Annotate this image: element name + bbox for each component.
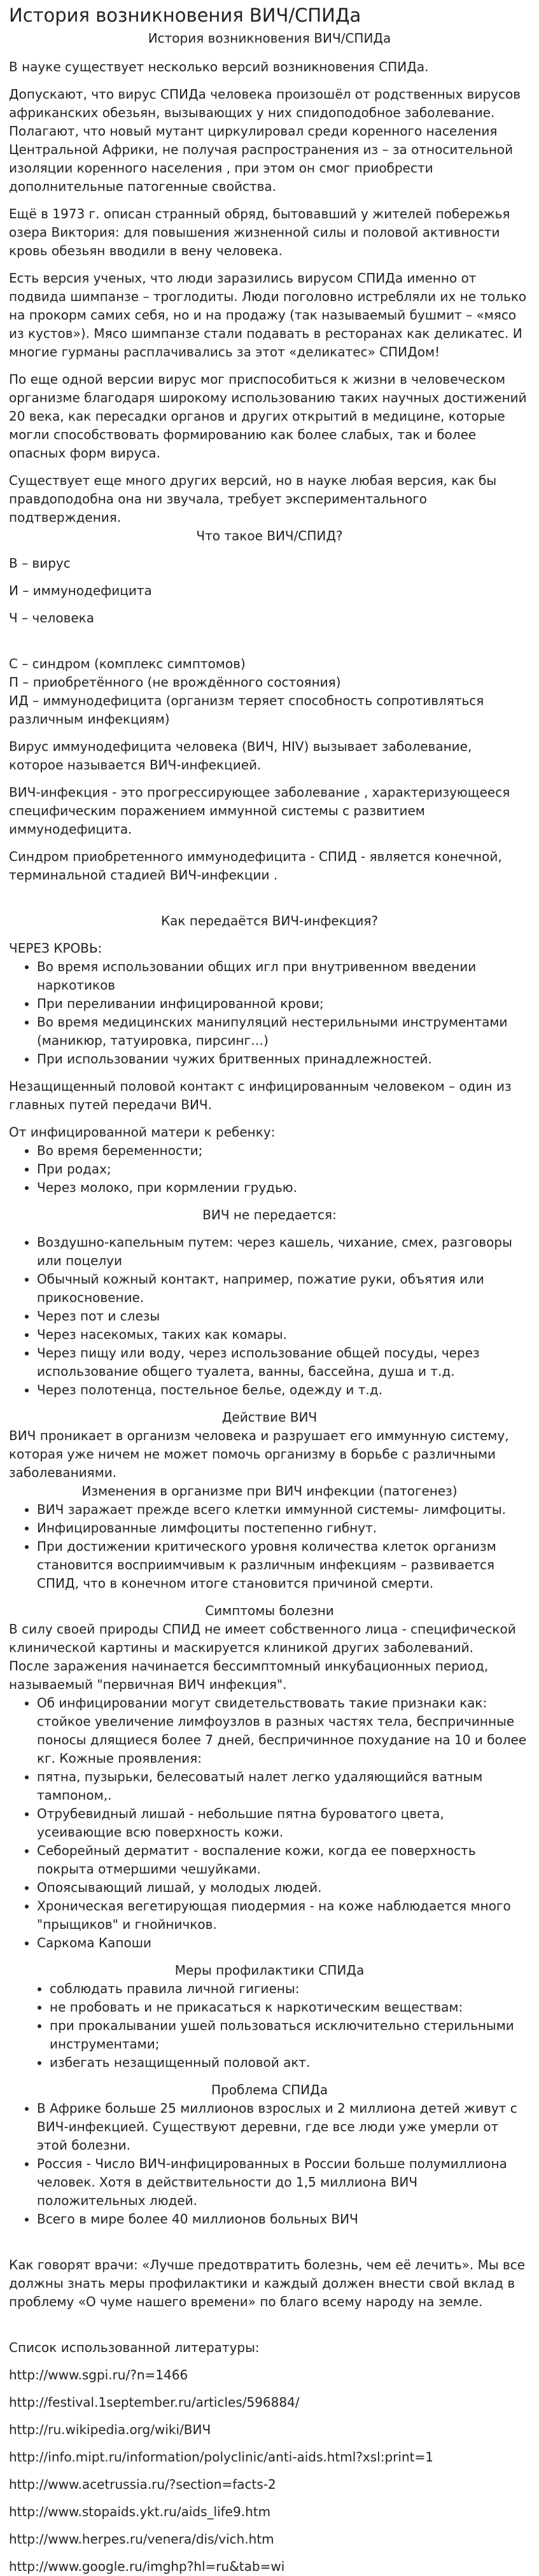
reference-link[interactable]: http://www.herpes.ru/venera/dis/vich.htm: [9, 2531, 274, 2547]
list-item: • Саркома Капоши: [37, 1934, 530, 1952]
mother-heading: От инфицированной матери к ребенку:: [9, 1124, 276, 1140]
symptoms-text: В силу своей природы СПИД не имеет собственного лица - специфической клинической картины и маскируется клиникой других заболеваний.: [9, 1621, 516, 1655]
list-item: • Об инфицировании могут свидетельствовать такие признаки как: стойкое увеличение лимфоузлов в разных частях тела, беспричинные поносы длящиеся более 7 дней, беспричинное похудание на 10 и более кг. Кожные проявления:: [37, 1694, 530, 1768]
reference-link[interactable]: http://www.sgpi.ru/?n=1466: [9, 2367, 188, 2383]
list-item: • Во время беременности;: [37, 1142, 530, 1160]
reference-link[interactable]: http://info.mipt.ru/information/polyclinic/anti-aids.html?xsl:print=1: [9, 2449, 433, 2465]
mother-list: [9, 1142, 530, 1197]
problem-list: [9, 2099, 530, 2229]
abbreviation-line: И – иммунодефицита: [9, 583, 152, 598]
section-heading-problem: Проблема СПИДа: [211, 2082, 328, 2097]
list-item: • Обычный кожный контакт, например, пожатие руки, объятия или прикосновение.: [37, 1270, 530, 1307]
list-item: • В Африке больше 25 миллионов взрослых и 2 миллиона детей живут с ВИЧ-инфекцией. Существуют деревни, где все люди уже умерли от этой болезни.: [37, 2099, 530, 2155]
list-item: • пятна, пузырьки, белесоватый налет легко удаляющийся ватным тампоном,.: [37, 1768, 530, 1805]
list-item: • Всего в мире более 40 миллионов больных ВИЧ: [37, 2210, 530, 2229]
intro-paragraph: По еще одной версии вирус мог приспособиться к жизни в человеческом организме благодаря широкому использованию таких научных достижений 20 века, как пересадки органов и других открытий в медицине, которые могли способствовать формированию как более слабых, так и более опасных форм вируса.: [9, 372, 527, 461]
list-item: • При использовании чужих бритвенных принадлежностей.: [37, 1050, 530, 1068]
list-item: • Через полотенца, постельное белье, одежду и т.д.: [37, 1381, 530, 1399]
list-item: • ВИЧ заражает прежде всего клетки иммунной системы- лимфоциты.: [37, 1501, 530, 1519]
section-heading-symptoms: Симптомы болезни: [205, 1603, 334, 1618]
abbreviation-line: Ч – человека: [9, 610, 94, 626]
list-item: • Воздушно-капельным путем: через кашель, чихание, смех, разговоры или поцелуи: [37, 1233, 530, 1270]
section-heading-what: Что такое ВИЧ/СПИД?: [196, 528, 343, 543]
blood-heading: ЧЕРЕЗ КРОВЬ:: [9, 941, 102, 956]
abbreviation-line: С – синдром (комплекс симптомов): [9, 656, 246, 671]
page-title: История возникновения ВИЧ/СПИДа: [9, 4, 361, 26]
symptoms-list: [9, 1694, 530, 1952]
abbreviation-line: ИД – иммунодефицита (организм теряет способность сопротивляться различным инфекциям): [9, 693, 484, 727]
definition-paragraph: ВИЧ-инфекция - это прогрессирующее заболевание , характеризующееся специфическим поражением иммунной системы с развитием иммунодефицита.: [9, 785, 510, 837]
list-item: • Отрубевидный лишай - небольшие пятна буроватого цвета, усеивающие всю поверхность кожи.: [37, 1805, 530, 1842]
intro-paragraph: Допускают, что вирус СПИДа человека произошёл от родственных вирусов африканских обезьян, вызывающих у них спидоподобное заболевание. Полагают, что новый мутант циркулировал среди коренного населения Центральной Африки, не получая распространения из – за относительной изоляции коренного населения , при этом он смог приобрести дополнительные патогенные свойства.: [9, 87, 521, 194]
list-item: • не пробовать и не прикасаться к наркотическим веществам:: [50, 1998, 530, 2017]
list-item: • соблюдать правила личной гигиены:: [50, 1980, 530, 1998]
intro-paragraph: Есть версия ученых, что люди заразились вирусом СПИДа именно от подвида шимпанзе – троглодиты. Люди поголовно истребляли их не только на прокорм самих себя, но и на продажу (так называемый бушмит – «мясо из кустов»). Мясо шимпанзе стали подавать в ресторанах как деликатес. И многие гурманы расплачивались за этот «деликатес» СПИДом!: [9, 270, 527, 360]
list-item: • Инфицированные лимфоциты постепенно гибнут.: [37, 1519, 530, 1537]
list-item: • Себорейный дерматит - воспаление кожи, когда ее поверхность покрыта отмершими чешуйками.: [37, 1842, 530, 1879]
action-text: ВИЧ проникает в организм человека и разрушает его иммунную систему, которая уже ничем не может помочь организму в борьбе с различными заболеваниями.: [9, 1428, 509, 1480]
closing-paragraph: Как говорят врачи: «Лучше предотвратить болезнь, чем её лечить». Мы все должны знать меры профилактики и каждый должен внести свой вклад в проблему «О чуме нашего времени» по благо всему народу на земле.: [9, 2257, 526, 2309]
section-heading-transmission: Как передаётся ВИЧ-инфекция?: [160, 913, 379, 928]
list-item: • избегать незащищенный половой акт.: [50, 2054, 530, 2072]
intro-paragraph: В науке существует несколько версий возникновения СПИДа.: [9, 59, 429, 74]
section-heading-not-transmitted: ВИЧ не передается:: [202, 1207, 337, 1222]
abbreviation-line: В – вирус: [9, 556, 71, 571]
list-item: • При достижении критического уровня количества клеток организм становится восприимчивым к различным инфекциям – развивается СПИД, что в конечном итоге становится причиной смерти.: [37, 1537, 530, 1593]
list-item: • Во время медицинских манипуляций нестерильными инструментами (маникюр, татуировка, пирсинг…): [37, 1013, 530, 1050]
list-item: • Через молоко, при кормлении грудью.: [37, 1179, 530, 1197]
document-subtitle: История возникновения ВИЧ/СПИДа: [148, 31, 391, 46]
section-heading-changes: Изменения в организме при ВИЧ инфекции (патогенез): [81, 1483, 458, 1499]
list-item: • при прокалывании ушей пользоваться исключительно стерильными инструментами;: [50, 2017, 530, 2054]
sexual-transmission-text: Незащищенный половой контакт с инфицированным человеком – один из главных путей передачи ВИЧ.: [9, 1079, 512, 1112]
reference-link[interactable]: http://www.acetrussia.ru/?section=facts-2: [9, 2477, 276, 2492]
symptoms-text: После заражения начинается бессимптомный инкубационных период, называемый "первичная ВИЧ инфекция".: [9, 1658, 489, 1692]
section-heading-action: Действие ВИЧ: [221, 1410, 318, 1425]
intro-paragraph: Ещё в 1973 г. описан странный обряд, бытовавший у жителей побережья озера Виктория: для повышения жизненной силы и половой активности кровь обезьян вводили в вену человека.: [9, 206, 510, 258]
list-item: • Через насекомых, таких как комары.: [37, 1326, 530, 1344]
reference-link[interactable]: http://www.stopaids.ykt.ru/aids_life9.htm: [9, 2504, 271, 2519]
list-item: • Через пот и слезы: [37, 1307, 530, 1326]
list-item: • При родах;: [37, 1160, 530, 1179]
reference-link[interactable]: http://www.google.ru/imghp?hl=ru&tab=wi: [9, 2559, 285, 2574]
references-heading: Список использованной литературы:: [9, 2340, 260, 2355]
intro-paragraph: Существует еще много других версий, но в науке любая версия, как бы правдоподобна она ни звучала, требует экспериментального подтверждения.: [9, 473, 497, 525]
definition-paragraph: Вирус иммунодефицита человека (ВИЧ, HIV) вызывает заболевание, которое называется ВИЧ-инфекцией.: [9, 739, 472, 773]
list-item: • Россия - Число ВИЧ-инфицированных в России больше полумиллиона человек. Хотя в действительности до 1,5 миллиона ВИЧ положительных людей.: [37, 2155, 530, 2210]
list-item: • При переливании инфицированной крови;: [37, 995, 530, 1013]
not-transmitted-list: [9, 1233, 530, 1399]
abbreviation-line: П – приобретённого (не врождённого состояния): [9, 675, 341, 690]
list-item: • Хроническая вегетирующая пиодермия - на коже наблюдается много "прыщиков" и гнойничков.: [37, 1897, 530, 1934]
section-heading-prevention: Меры профилактики СПИДа: [174, 1963, 365, 1978]
reference-link[interactable]: http://ru.wikipedia.org/wiki/ВИЧ: [9, 2422, 211, 2437]
list-item: • Во время использовании общих игл при внутривенном введении наркотиков: [37, 958, 530, 995]
list-item: • Через пищу или воду, через использование общей посуды, через использование общего туалета, ванны, бассейна, душа и т.д.: [37, 1344, 530, 1381]
definition-paragraph: Синдром приобретенного иммунодефицита - СПИД - является конечной, терминальной стадией ВИЧ-инфекции .: [9, 849, 502, 883]
changes-list: [9, 1501, 530, 1593]
reference-link[interactable]: http://festival.1september.ru/articles/596884/: [9, 2395, 300, 2410]
list-item: • Опоясывающий лишай, у молодых людей.: [37, 1879, 530, 1897]
prevention-list: [9, 1980, 530, 2072]
blood-list: [9, 958, 530, 1068]
